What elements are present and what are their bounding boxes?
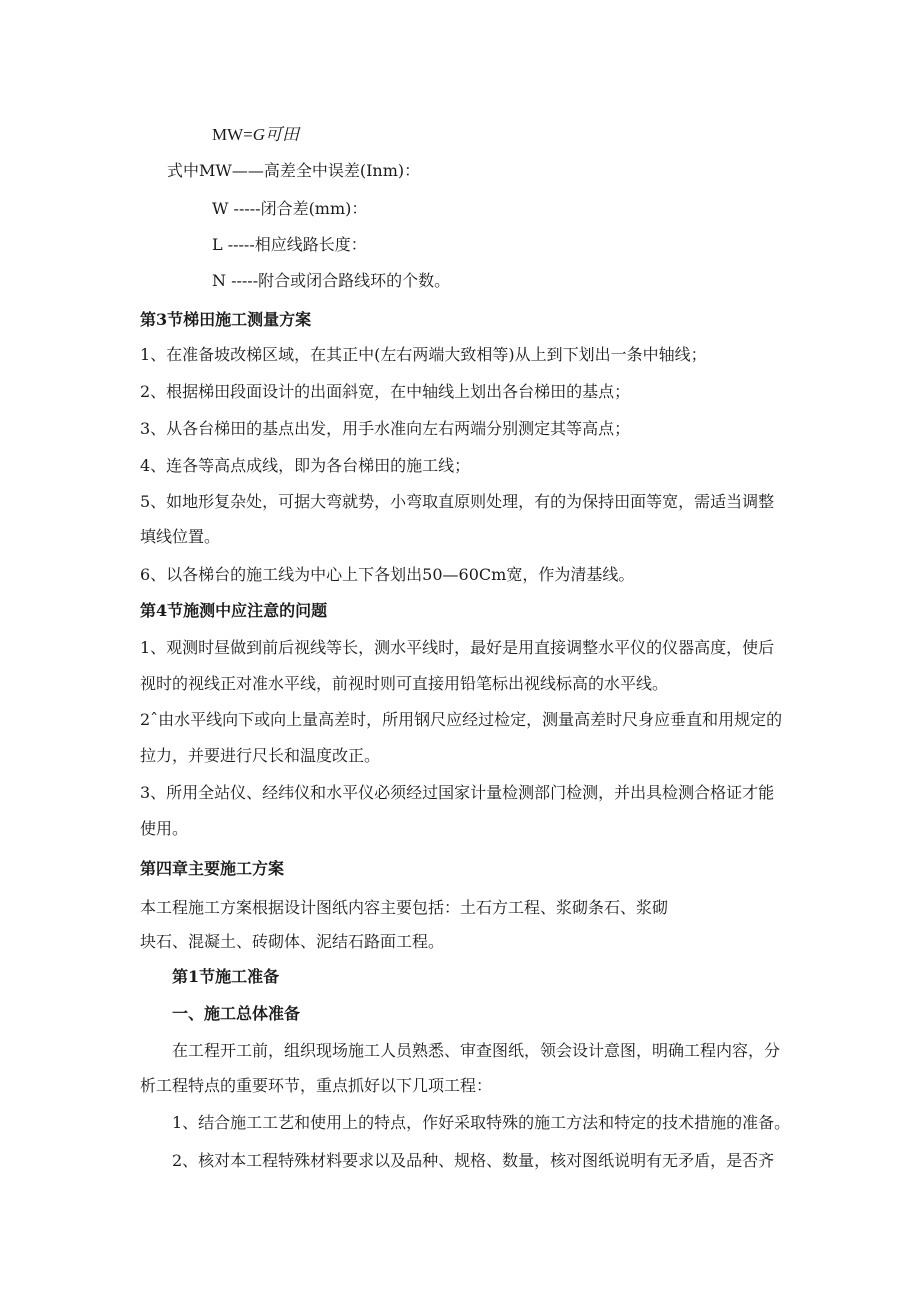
section4-item: 2ˆ由水平线向下或向上量高差时，所用钢尺应经过检定，测量高差时尺身应垂直和用规定的 xyxy=(140,710,783,729)
legend-item: L -----相应线路长度： xyxy=(212,235,367,254)
section4-item: 使用。 xyxy=(140,819,189,838)
section3-item: 5、如地形复杂处，可据大弯就势，小弯取直原则处理，有的为保持田面等宽，需适当调整 xyxy=(140,492,775,511)
section4-item: 视时的视线正对准水平线，前视时则可直接用铅笔标出视线标高的水平线。 xyxy=(140,674,669,693)
section3-item: 3、从各台梯田的基点出发，用手水准向左右两端分别测定其等高点； xyxy=(140,419,631,438)
subheading: 一、施工总体准备 xyxy=(172,1004,301,1023)
section1-heading: 第1节施工准备 xyxy=(172,967,280,986)
paragraph-line: 在工程开工前，组织现场施工人员熟悉、审查图纸，领会设计意图，明确工程内容，分 xyxy=(172,1041,781,1060)
legend-item: W -----闭合差(mm)： xyxy=(212,199,368,218)
formula-rhs: G可田 xyxy=(252,125,300,144)
chapter4-item: 1、结合施工工艺和使用上的特点，作好采取特殊的施工方法和特定的技术措施的准备。 xyxy=(172,1113,791,1132)
chapter4-intro: 块石、混凝土、砖砌体、泥结石路面工程。 xyxy=(140,932,445,951)
section3-item: 1、在准备坡改梯区域，在其正中(左右两端大致相等)从上到下划出一条中轴线； xyxy=(140,345,707,364)
section3-item: 2、根据梯田段面设计的出面斜宽，在中轴线上划出各台梯田的基点； xyxy=(140,382,631,401)
formula-lhs: MW= xyxy=(212,125,253,144)
formula xyxy=(212,124,299,146)
section3-item: 4、连各等高点成线，即为各台梯田的施工线； xyxy=(140,456,471,475)
section4-item: 3、所用全站仪、经纬仪和水平仪必须经过国家计量检测部门检测，并出具检测合格证才能 xyxy=(140,783,775,802)
section3-heading: 第3节梯田施工测量方案 xyxy=(140,310,312,329)
paragraph-line: 析工程特点的重要环节，重点抓好以下几项工程： xyxy=(140,1076,493,1095)
legend-intro: 式中MW——高差全中误差(Inm)： xyxy=(167,161,421,180)
section3-item: 6、以各梯台的施工线为中心上下各划出50—60Cm宽，作为清基线。 xyxy=(140,565,635,584)
section3-item: 填线位置。 xyxy=(140,527,221,546)
section4-item: 1、观测时昼做到前后视线等长，测水平线时，最好是用直接调整水平仪的仪器高度，使后 xyxy=(140,638,775,657)
chapter4-heading: 第四章主要施工方案 xyxy=(140,859,285,878)
section4-item: 拉力，并要进行尺长和温度改正。 xyxy=(140,746,381,765)
chapter4-item: 2、核对本工程特殊材料要求以及品种、规格、数量，核对图纸说明有无矛盾，是否齐 xyxy=(172,1151,775,1170)
chapter4-intro: 本工程施工方案根据设计图纸内容主要包括：土石方工程、浆砌条石、浆砌 xyxy=(140,898,669,917)
legend-item: N -----附合或闭合路线环的个数。 xyxy=(212,271,451,290)
section4-heading: 第4节施测中应注意的问题 xyxy=(140,601,328,620)
